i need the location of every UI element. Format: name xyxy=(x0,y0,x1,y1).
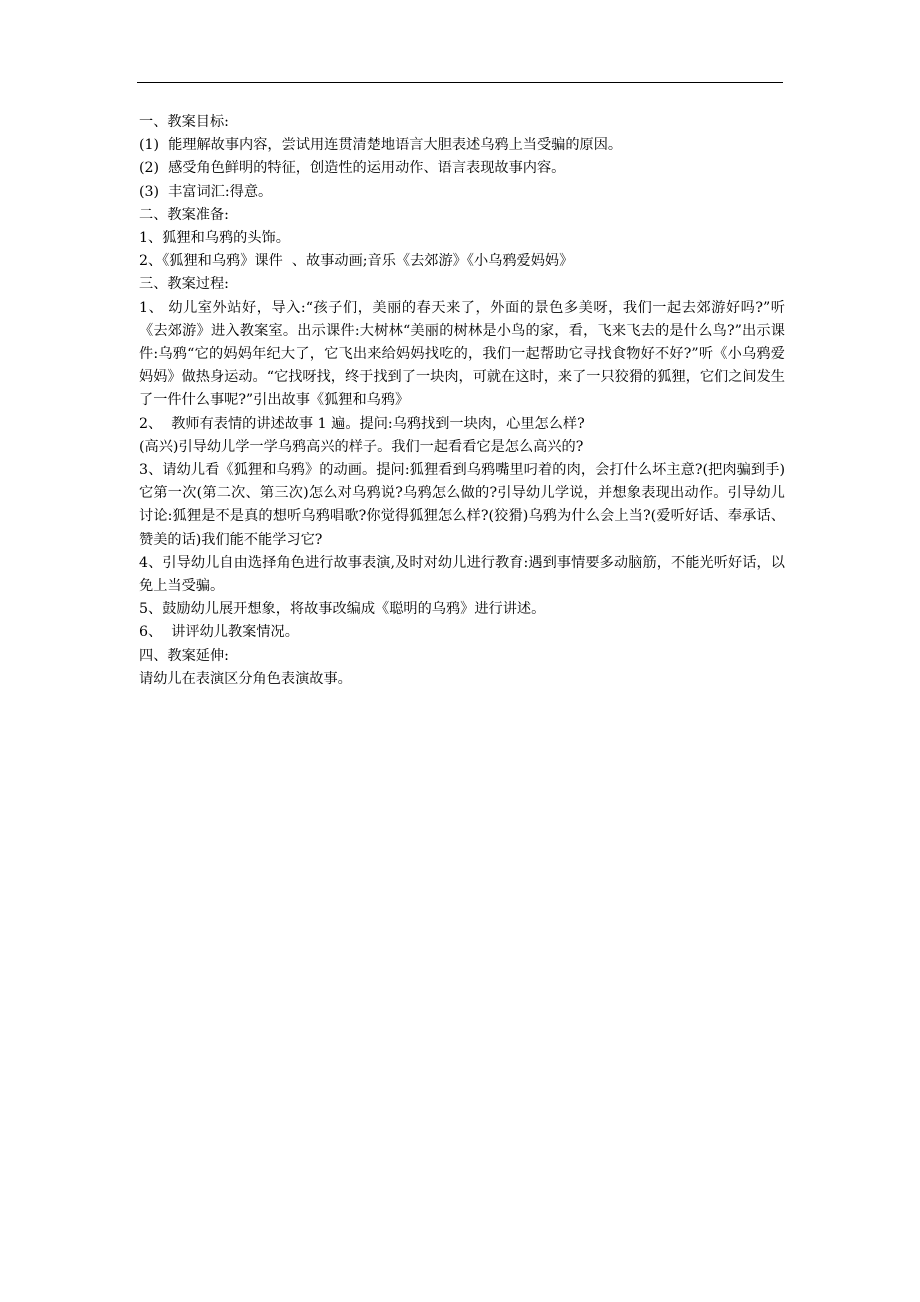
prep-heading: 二、教案准备: xyxy=(139,206,229,223)
process-step-6: 6、 讲评幼儿教案情况。 xyxy=(139,624,299,641)
goals-heading: 一、教案目标: xyxy=(139,114,229,130)
process-step-2-cont: (高兴)引导幼儿学一学乌鸦高兴的样子。我们一起看看它是怎么高兴的? xyxy=(139,438,584,455)
document-body xyxy=(139,111,785,691)
process-step-2: 2、 教师有表情的讲述故事 1 遍。提问:乌鸦找到一块肉，心里怎么样? xyxy=(139,415,585,432)
goal-item-2: (2) 感受角色鲜明的特征，创造性的运用动作、语言表现故事内容。 xyxy=(139,160,566,177)
goal-item-3: (3) 丰富词汇:得意。 xyxy=(139,183,273,200)
process-heading: 三、教案过程: xyxy=(139,276,229,293)
process-step-5: 5、鼓励幼儿展开想象，将故事改编成《聪明的乌鸦》进行讲述。 xyxy=(139,601,546,618)
process-step-4: 4、引导幼儿自由选择角色进行故事表演,及时对幼儿进行教育:遇到事情要多动脑筋，不能光听好话，以免上当受骗。 xyxy=(139,554,785,595)
extension-item-1: 请幼儿在表演区分角色表演故事。 xyxy=(139,670,352,687)
process-step-1: 1、 幼儿室外站好，导入:“孩子们，美丽的春天来了，外面的景色多美呀，我们一起去郊游好吗?”听《去郊游》进入教案室。出示课件:大树林“美丽的树林是小鸟的家，看，飞来飞去的是什么鸟?”出示课件:乌鸦“它的妈妈年纪大了，它飞出来给妈妈找吃的，我们一起帮助它寻找食物好不好?”听《小乌鸦爱妈妈》做热身运动。“它找呀找，终于找到了一块肉，可就在这时，来了一只狡猾的狐狸，它们之间发生了一件什么事呢?”引出故事《狐狸和乌鸦》 xyxy=(139,299,785,409)
goal-item-1: (1) 能理解故事内容，尝试用连贯清楚地语言大胆表述乌鸦上当受骗的原因。 xyxy=(139,137,623,154)
prep-item-1: 1、狐狸和乌鸦的头饰。 xyxy=(139,230,290,247)
process-step-3: 3、请幼儿看《狐狸和乌鸦》的动画。提问:狐狸看到乌鸦嘴里叼着的肉，会打什么坏主意?(把肉骗到手)它第一次(第二次、第三次)怎么对乌鸦说?乌鸦怎么做的?引导幼儿学说，并想象表现出动作。引导幼儿讨论:狐狸是不是真的想听乌鸦唱歌?你觉得狐狸怎么样?(狡猾)乌鸦为什么会上当?(爱听好话、奉承话、赞美的话)我们能不能学习它? xyxy=(139,462,785,548)
extension-heading: 四、教案延伸: xyxy=(139,647,229,664)
prep-item-2: 2、《狐狸和乌鸦》课件 、故事动画;音乐《去郊游》《小乌鸦爱妈妈》 xyxy=(139,253,574,270)
header-rule xyxy=(137,82,783,83)
